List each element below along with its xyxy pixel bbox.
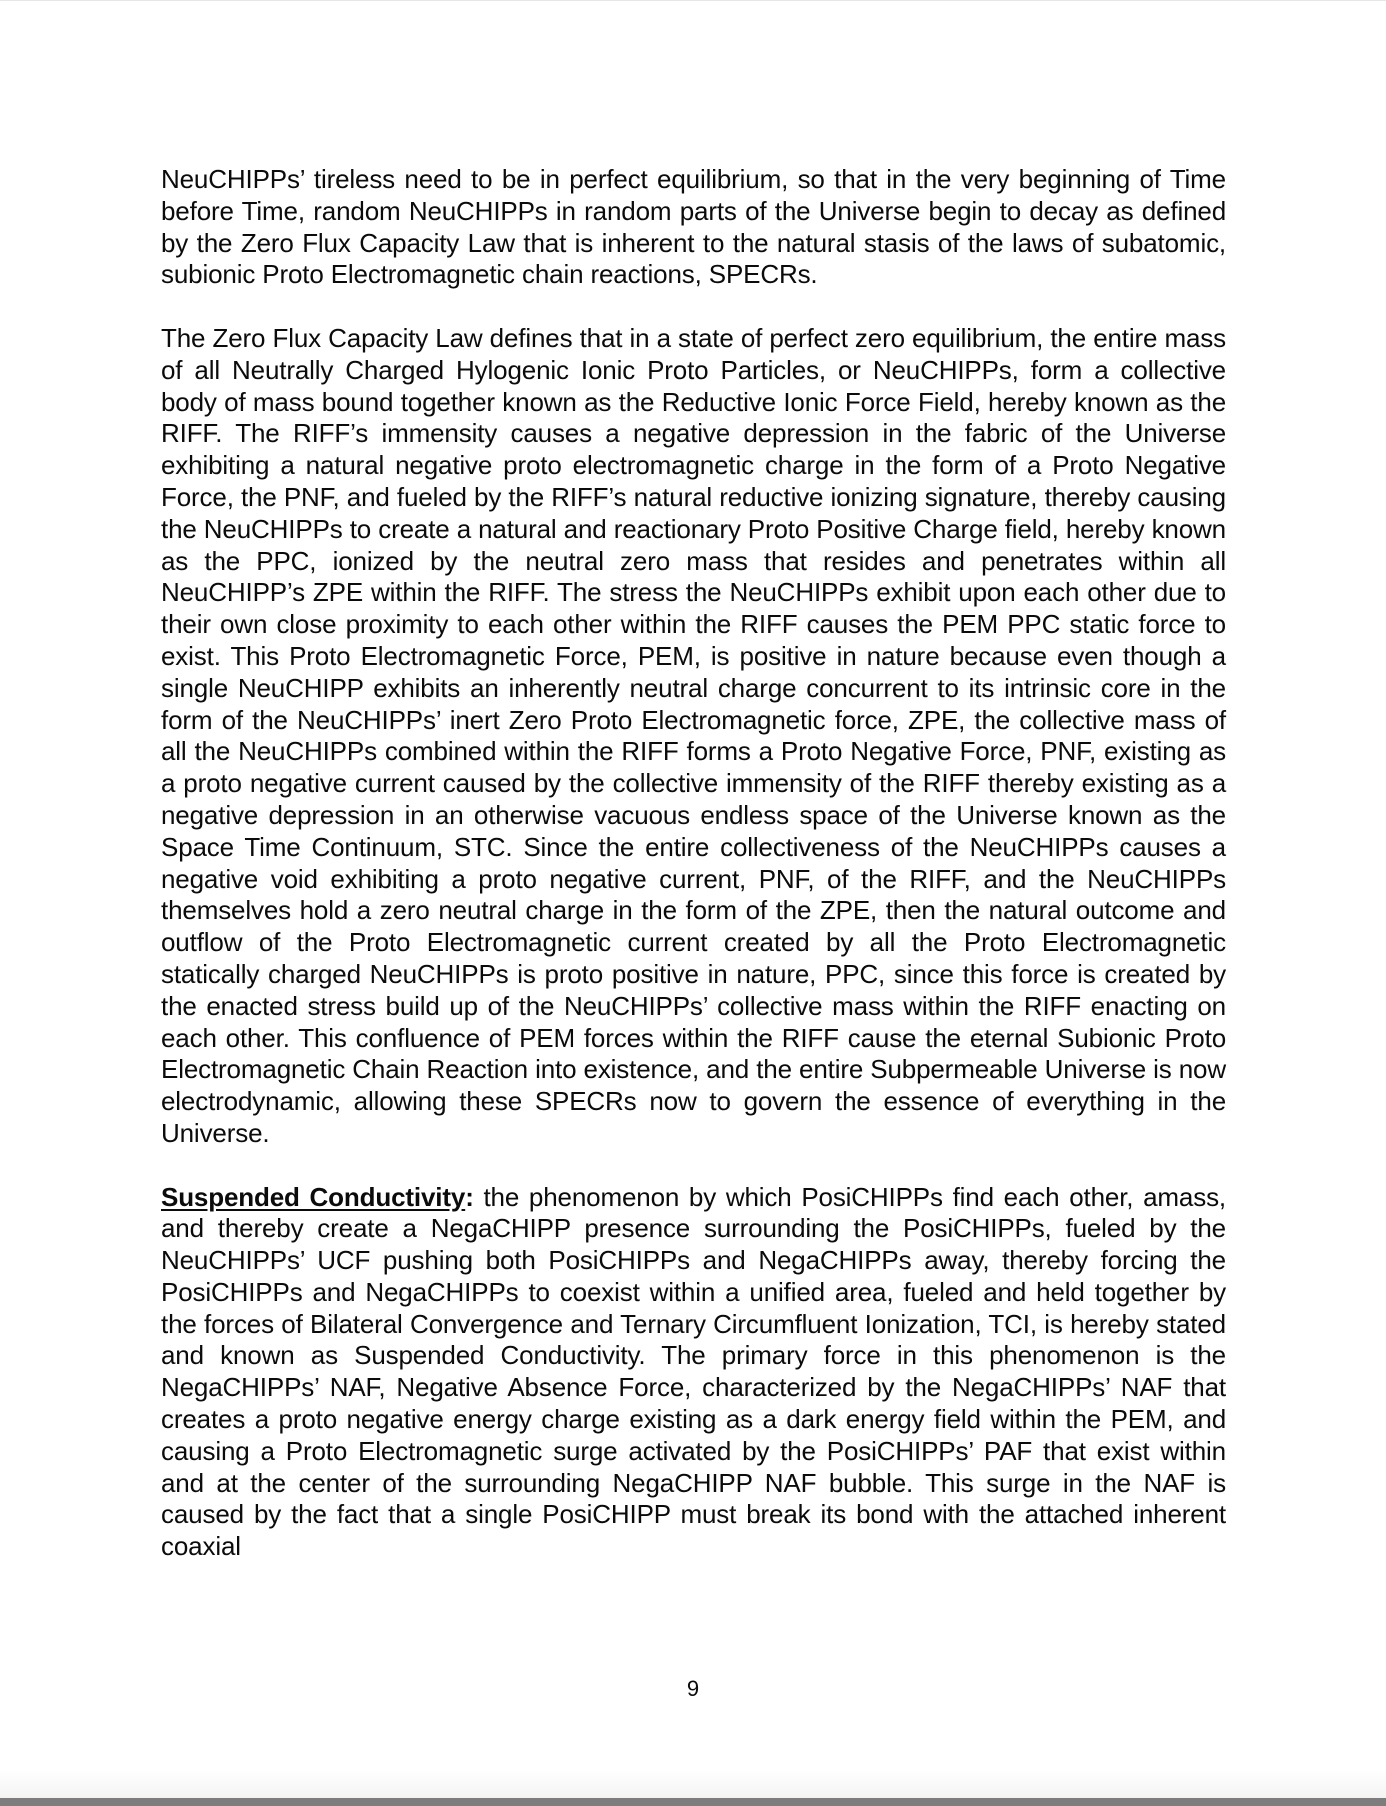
definition-colon: : xyxy=(465,1181,474,1212)
page-bottom-edge xyxy=(0,1770,1386,1798)
paragraph-suspended-conductivity xyxy=(161,1182,1226,1564)
page-number: 9 xyxy=(686,1676,700,1701)
viewer-bottom-bar xyxy=(0,1798,1386,1806)
definition-body: the phenomenon by which PosiCHIPPs find each other, amass, and thereby create a NegaCHIPP presence surrounding the PosiCHIPPs, fueled by the NeuCHIPPs’ UCF pushing both PosiCHIPPs and NegaCHIPPs away, thereby forcing the PosiCHIPPs and NegaCHIPPs to coexist within a unified area, fueled and held together by the forces of Bilateral Convergence and Ternary Circumfluent Ionization, TCI, is hereby stated and known as Suspended Conductivity. The primary force in this phenomenon is the NegaCHIPPs’ NAF, Negative Absence Force, characterized by the NegaCHIPPs’ NAF that creates a proto negative energy charge existing as a dark energy field within the PEM, and causing a Proto Electromagnetic surge activated by the PosiCHIPPs’ PAF that exist within and at the center of the surrounding NegaCHIPP NAF bubble. This surge in the NAF is caused by the fact that a single PosiCHIPP must break its bond with the attached inherent coaxial xyxy=(161,1181,1226,1562)
definition-term: Suspended Conductivity xyxy=(161,1181,466,1212)
paragraph-equilibrium: NeuCHIPPs’ tireless need to be in perfect equilibrium, so that in the very beginning of Time before Time, random NeuCHIPPs in random parts of the Universe begin to decay as defined by the Zero Flux Capacity Law that is inherent to the natural stasis of the laws of subatomic, subionic Proto Electromagnetic chain reactions, SPECRs. xyxy=(161,164,1226,290)
paragraph-zero-flux-capacity-law: The Zero Flux Capacity Law defines that in a state of perfect zero equilibrium, the entire mass of all Neutrally Charged Hylogenic Ionic Proto Particles, or NeuCHIPPs, form a collective body of mass bound together known as the Reductive Ionic Force Field, hereby known as the RIFF. The RIFF’s immensity causes a negative depression in the fabric of the Universe exhibiting a natural negative proto electromagnetic charge in the form of a Proto Negative Force, the PNF, and fueled by the RIFF’s natural reductive ionizing signature, thereby causing the NeuCHIPPs to create a natural and reactionary Proto Positive Charge field, hereby known as the PPC, ionized by the neutral zero mass that resides and penetrates within all NeuCHIPP’s ZPE within the RIFF. The stress the NeuCHIPPs exhibit upon each other due to their own close proximity to each other within the RIFF causes the PEM PPC static force to exist. This Proto Electromagnetic Force, PEM, is positive in nature because even though a single NeuCHIPP exhibits an inherently neutral charge concurrent to its intrinsic core in the form of the NeuCHIPPs’ inert Zero Proto Electromagnetic force, ZPE, the collective mass of all the NeuCHIPPs combined within the RIFF forms a Proto Negative Force, PNF, existing as a proto negative current caused by the collective immensity of the RIFF thereby existing as a negative depression in an otherwise vacuous endless space of the Universe known as the Space Time Continuum, STC. Since the entire collectiveness of the NeuCHIPPs causes a negative void exhibiting a proto negative current, PNF, of the RIFF, and the NeuCHIPPs themselves hold a zero neutral charge in the form of the ZPE, then the natural outcome and outflow of the Proto Electromagnetic current created by all the Proto Electromagnetic statically charged NeuCHIPPs is proto positive in nature, PPC, since this force is created by the enacted stress build up of the NeuCHIPPs’ collective mass within the RIFF enacting on each other. This confluence of PEM forces within the RIFF cause the eternal Subionic Proto Electromagnetic Chain Reaction into existence, and the entire Subpermeable Universe is now electrodynamic, allowing these SPECRs now to govern the essence of everything in the Universe. xyxy=(161,322,1226,1148)
page-body xyxy=(161,164,1226,1595)
